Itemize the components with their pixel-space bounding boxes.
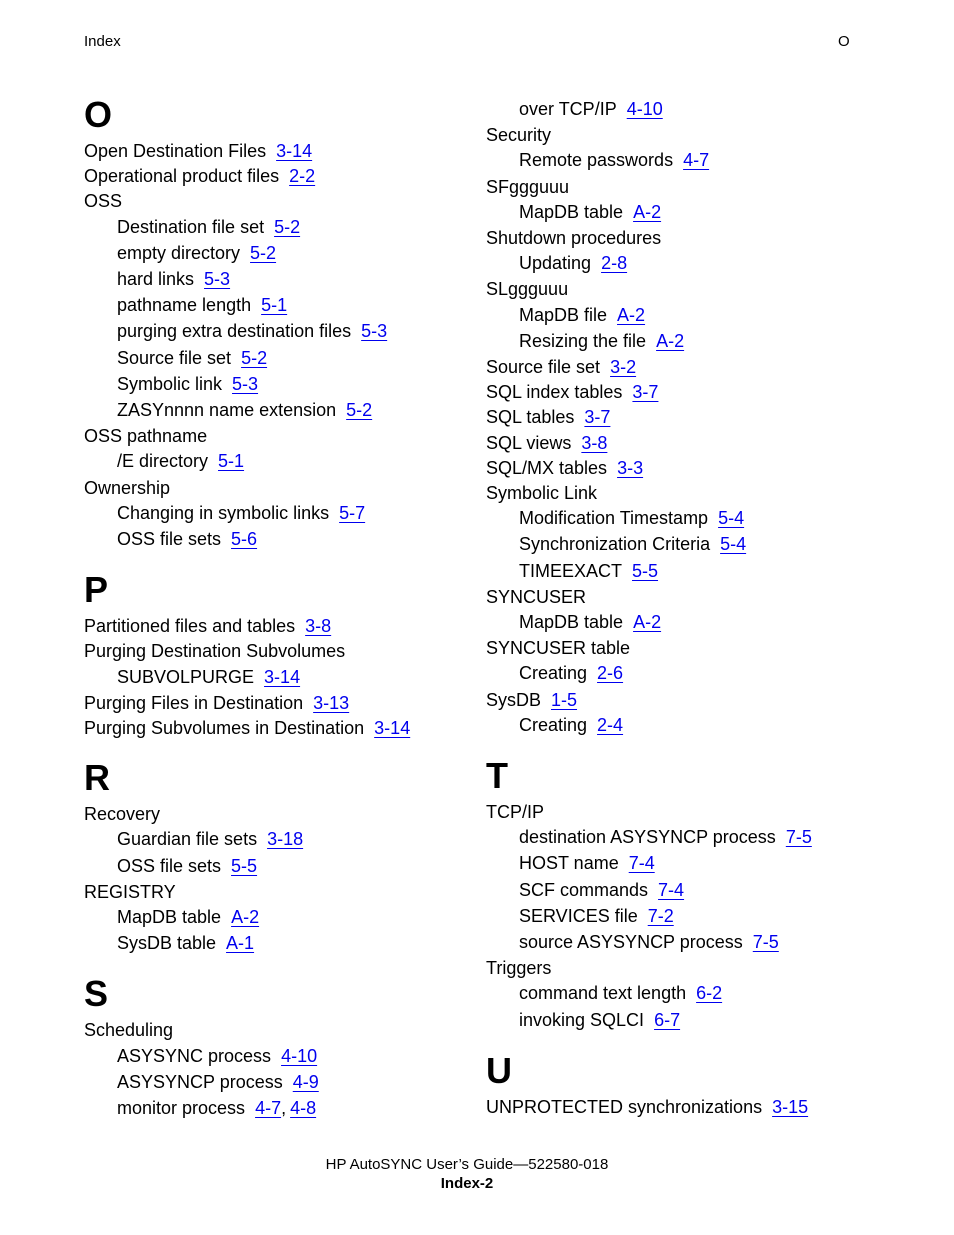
index-subentry <box>519 203 661 221</box>
page-reference-link[interactable]: A-1 <box>226 933 255 954</box>
index-term: HOST name <box>519 853 619 874</box>
index-subentry <box>519 332 684 350</box>
index-subentry <box>117 1073 319 1091</box>
page-reference-link[interactable]: 2-4 <box>597 714 624 735</box>
page-reference-link[interactable]: 5-4 <box>718 508 745 529</box>
index-term: hard links <box>117 269 195 289</box>
index-entry <box>84 427 207 445</box>
index-subentry <box>519 933 779 951</box>
index-subentry <box>519 254 627 272</box>
index-term: destination ASYSYNCP process <box>519 827 776 848</box>
index-entry <box>486 358 636 376</box>
index-term: TCP/IP <box>486 802 545 822</box>
index-term: Operational product files <box>84 166 280 187</box>
page-reference-link[interactable]: 4-7 <box>255 1098 282 1118</box>
page-reference-link[interactable]: A-2 <box>633 201 662 222</box>
index-term: pathname length <box>117 295 252 316</box>
page-reference-link[interactable]: 3-14 <box>374 718 411 738</box>
page-reference-link[interactable]: 7-2 <box>647 905 674 926</box>
page-reference-link[interactable]: A-2 <box>231 907 260 927</box>
page-reference-link[interactable]: 5-3 <box>361 321 388 342</box>
index-term: SQL tables <box>486 407 575 428</box>
index-term: invoking SQLCI <box>519 1009 645 1030</box>
index-entry <box>486 803 544 821</box>
index-term: ASYSYNC process <box>117 1045 272 1066</box>
index-term: command text length <box>519 983 687 1004</box>
index-subentry <box>519 881 684 899</box>
index-subentry <box>117 908 259 926</box>
index-entry <box>486 639 630 657</box>
index-entry <box>84 167 315 185</box>
index-entry <box>486 588 586 606</box>
index-entry <box>486 126 551 144</box>
page-reference-link[interactable]: 5-2 <box>346 400 373 420</box>
page-reference-link[interactable]: 7-5 <box>752 932 779 952</box>
index-entry <box>84 642 345 660</box>
page-reference-link[interactable]: 3-3 <box>617 457 644 478</box>
footer-title: HP AutoSYNC User’s Guide—522580-018 <box>325 1156 609 1173</box>
index-term: OSS pathname <box>84 426 208 447</box>
index-term: SYNCUSER table <box>486 638 631 659</box>
section-letter: U <box>486 1049 512 1091</box>
index-term: Partitioned files and tables <box>84 616 296 637</box>
index-term: SUBVOLPURGE <box>117 666 255 687</box>
index-subentry <box>519 1011 680 1029</box>
page-reference-link[interactable]: 5-6 <box>231 529 258 549</box>
page-reference-link[interactable]: 7-4 <box>628 853 655 874</box>
page-reference-link[interactable]: 6-2 <box>696 983 723 1004</box>
index-term: SCF commands <box>519 879 649 900</box>
index-subentry <box>519 716 623 734</box>
index-term: Resizing the file <box>519 330 647 351</box>
index-term: SLggguuu <box>486 279 569 300</box>
page-reference-link[interactable]: 3-13 <box>313 692 350 713</box>
page-reference-link[interactable]: 5-5 <box>632 560 659 581</box>
page-reference-link[interactable]: 5-2 <box>241 347 268 368</box>
index-subentry <box>519 854 655 872</box>
index-subentry <box>519 828 812 846</box>
page-reference-link[interactable]: 2-8 <box>601 253 628 274</box>
page-reference-link[interactable]: 5-5 <box>231 855 258 876</box>
index-term: MapDB table <box>519 201 624 222</box>
page-reference-link[interactable]: 5-4 <box>720 534 747 555</box>
index-term: Recovery <box>84 804 161 825</box>
section-letter: R <box>84 757 110 799</box>
page-reference-link[interactable]: A-2 <box>633 612 662 632</box>
index-subentry <box>117 1047 317 1065</box>
index-term: UNPROTECTED synchronizations <box>486 1096 763 1117</box>
page-reference-link[interactable]: 3-7 <box>584 407 611 428</box>
index-term: Guardian file sets <box>117 829 258 850</box>
index-subentry <box>519 509 744 527</box>
section-letter: S <box>84 973 109 1015</box>
index-subentry <box>117 401 372 419</box>
index-term: OSS file sets <box>117 855 222 876</box>
index-subentry <box>117 452 244 470</box>
section-letter: O <box>84 94 113 135</box>
index-entry <box>486 408 610 426</box>
page-reference-link[interactable]: 3-14 <box>264 666 301 687</box>
index-subentry <box>519 562 658 580</box>
index-term: Open Destination Files <box>84 141 267 161</box>
index-term: Synchronization Criteria <box>519 534 711 555</box>
running-header-section: Index <box>84 33 121 50</box>
page-reference-link[interactable]: 3-14 <box>276 141 313 161</box>
index-entry <box>84 142 312 160</box>
page-reference-link[interactable]: A-2 <box>656 330 685 351</box>
index-term: SFggguuu <box>486 176 570 197</box>
index-subentry <box>519 984 722 1002</box>
index-entry <box>84 1021 173 1039</box>
index-subentry <box>117 375 258 393</box>
index-term: Triggers <box>486 958 552 979</box>
index-term: TIMEEXACT <box>519 560 623 581</box>
ref-separator: , <box>281 1098 287 1118</box>
index-term: MapDB table <box>519 612 624 632</box>
page-reference-link[interactable]: 1-5 <box>551 689 578 710</box>
index-term: Source file set <box>486 357 601 377</box>
page-reference-link[interactable]: 2-6 <box>597 663 624 684</box>
section-letter: T <box>486 755 508 796</box>
index-term: Shutdown procedures <box>486 228 662 248</box>
index-term: Scheduling <box>84 1020 174 1041</box>
index-term: Destination file set <box>117 216 265 237</box>
index-term: monitor process <box>117 1098 246 1118</box>
index-subentry <box>117 1099 316 1117</box>
page-reference-link[interactable]: 6-7 <box>654 1009 681 1030</box>
index-entry <box>486 959 551 977</box>
index-entry <box>486 691 577 709</box>
page-reference-link[interactable]: 4-9 <box>292 1071 319 1092</box>
page-reference-link[interactable]: 7-5 <box>785 827 812 848</box>
index-term: ZASYnnnn name extension <box>117 400 337 420</box>
page-reference-link[interactable]: 4-10 <box>626 99 663 119</box>
index-subentry <box>117 218 300 236</box>
index-term: SQL/MX tables <box>486 457 608 478</box>
index-subentry <box>519 306 645 324</box>
index-term: Changing in symbolic links <box>117 502 330 523</box>
index-subentry <box>519 613 661 631</box>
index-subentry <box>117 270 230 288</box>
index-subentry <box>117 857 257 875</box>
page-reference-link[interactable]: A-2 <box>617 304 646 325</box>
index-entry <box>84 192 122 210</box>
index-subentry <box>117 244 276 262</box>
index-subentry <box>117 296 287 314</box>
index-subentry <box>117 530 257 548</box>
index-entry <box>486 1098 808 1116</box>
index-subentry <box>117 349 267 367</box>
index-term: REGISTRY <box>84 881 176 902</box>
index-term: Source file set <box>117 347 232 368</box>
index-entry <box>486 434 607 452</box>
running-header-letter: O <box>838 33 850 50</box>
section-letter: P <box>84 569 109 611</box>
page-reference-link[interactable]: 5-3 <box>204 269 231 289</box>
index-entry <box>486 280 568 298</box>
index-term: SERVICES file <box>519 905 638 926</box>
index-term: Security <box>486 125 552 146</box>
index-subentry <box>117 668 300 686</box>
index-subentry <box>117 322 387 340</box>
page-reference-link[interactable]: 3-7 <box>632 382 659 403</box>
index-term: Symbolic link <box>117 373 223 394</box>
index-term: SysDB <box>486 689 542 710</box>
index-term: /E directory <box>117 451 209 472</box>
index-term: SQL index tables <box>486 382 623 403</box>
index-entry <box>84 617 331 635</box>
index-term: Purging Files in Destination <box>84 692 304 713</box>
page-reference-link[interactable]: 4-8 <box>290 1098 317 1118</box>
index-subentry <box>519 664 623 682</box>
index-subentry <box>117 830 303 848</box>
index-term: OSS <box>84 191 123 212</box>
page-reference-link[interactable]: 4-10 <box>281 1045 318 1066</box>
page-reference-link[interactable]: 3-15 <box>772 1096 809 1117</box>
index-subentry <box>117 504 365 522</box>
index-term: SYNCUSER <box>486 586 587 607</box>
index-subentry <box>117 934 254 952</box>
page-reference-link[interactable]: 3-8 <box>305 616 332 637</box>
page-reference-link[interactable]: 5-2 <box>250 242 277 263</box>
index-term: SQL views <box>486 432 572 453</box>
index-entry <box>486 484 597 502</box>
index-term: MapDB file <box>519 304 608 325</box>
index-entry <box>486 229 661 247</box>
index-term: empty directory <box>117 242 241 263</box>
index-term: Purging Subvolumes in Destination <box>84 718 365 738</box>
page-reference-link[interactable]: 5-3 <box>232 373 259 394</box>
index-subentry <box>519 535 746 553</box>
index-term: SysDB table <box>117 933 217 954</box>
index-term: purging extra destination files <box>117 321 352 342</box>
index-term: ASYSYNCP process <box>117 1071 283 1092</box>
index-entry <box>84 479 170 497</box>
index-term: Ownership <box>84 477 171 498</box>
page-reference-link[interactable]: 3-18 <box>267 829 304 850</box>
index-term: Creating <box>519 714 588 735</box>
index-term: OSS file sets <box>117 529 222 549</box>
index-term: MapDB table <box>117 907 222 927</box>
index-term: over TCP/IP <box>519 99 617 119</box>
index-term: Purging Destination Subvolumes <box>84 641 346 662</box>
page-reference-link[interactable]: 4-7 <box>683 150 710 171</box>
page-reference-link[interactable]: 7-4 <box>658 879 685 900</box>
index-entry <box>486 383 658 401</box>
footer-page-number: Index-2 <box>440 1175 494 1192</box>
page-reference-link[interactable]: 3-2 <box>610 357 637 377</box>
index-subentry <box>519 100 663 118</box>
index-term: Symbolic Link <box>486 483 598 503</box>
page-reference-link[interactable]: 5-1 <box>218 451 245 472</box>
index-term: Creating <box>519 663 588 684</box>
page-reference-link[interactable]: 5-1 <box>261 295 288 316</box>
index-term: Remote passwords <box>519 150 674 171</box>
page-reference-link[interactable]: 3-8 <box>581 432 608 453</box>
index-term: Modification Timestamp <box>519 508 709 529</box>
index-entry <box>486 178 569 196</box>
index-entry <box>486 459 643 477</box>
index-entry <box>84 719 410 737</box>
index-subentry <box>519 907 674 925</box>
page-reference-link[interactable]: 2-2 <box>289 166 316 187</box>
page-reference-link[interactable]: 5-7 <box>339 502 366 523</box>
page-reference-link[interactable]: 5-2 <box>274 216 301 237</box>
index-term: Updating <box>519 253 592 274</box>
index-entry <box>84 805 160 823</box>
index-subentry <box>519 151 709 169</box>
index-entry <box>84 694 349 712</box>
index-entry <box>84 883 176 901</box>
index-term: source ASYSYNCP process <box>519 932 743 952</box>
